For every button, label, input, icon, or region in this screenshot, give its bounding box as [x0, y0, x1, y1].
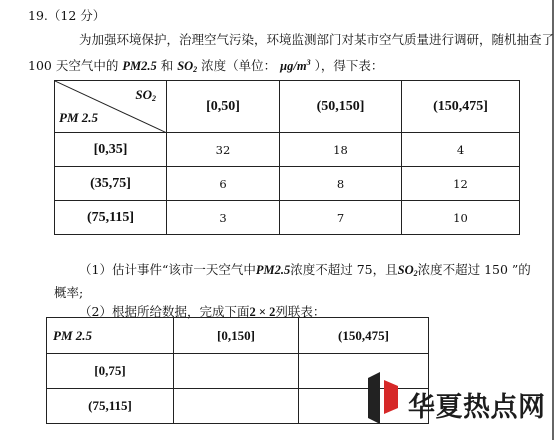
table-cell: 10	[402, 201, 520, 235]
table-corner-cell	[55, 81, 167, 133]
row-header: [0,75]	[47, 354, 174, 389]
table-cell: 3	[167, 201, 280, 235]
column-header: (50,150]	[280, 81, 402, 133]
column-header: [0,150]	[174, 318, 299, 354]
so2-term: $SO_2$	[177, 59, 198, 74]
row-header: (75,115]	[47, 389, 174, 424]
part2-pre: （2）根据所给数据，完成下面	[79, 304, 250, 319]
corner-pm25-label: PM 2.5	[59, 110, 98, 125]
table-cell: 18	[280, 133, 402, 167]
empty-cell[interactable]	[299, 354, 429, 389]
data-table	[54, 80, 520, 235]
intro-line-2	[28, 56, 383, 74]
row-header: (75,115]	[55, 201, 167, 235]
part1-pm25: PM2.5	[255, 263, 291, 277]
part2-post: 列联表：	[275, 304, 326, 319]
table-cell: 12	[402, 167, 520, 201]
site-logo-icon	[366, 372, 400, 424]
column-header: (150,475]	[402, 81, 520, 133]
table-row	[55, 201, 520, 235]
part1-mid: 浓度不超过 75，且	[290, 262, 398, 277]
intro-line-1: 为加强环境保护，治理空气污染，环境监测部门对某市空气质量进行调研，随机抽查了	[79, 32, 554, 47]
intro-line-2-pre: 100 天空气中的	[28, 58, 119, 73]
part1-pre: （1）估计事件“该市一天空气中	[79, 262, 256, 277]
and-word: 和	[160, 58, 174, 73]
part1-line-1	[79, 260, 531, 278]
empty-cell[interactable]	[174, 389, 299, 424]
pm25-term: PM2.5	[122, 59, 157, 73]
row-header: (35,75]	[55, 167, 167, 201]
table-cell: 7	[280, 201, 402, 235]
watermark-text: 华夏热点网	[408, 392, 546, 423]
part1-post: 浓度不超过 150 ”的	[417, 262, 531, 277]
table-cell: 4	[402, 133, 520, 167]
corner-so2-label: $SO_2$	[135, 87, 156, 103]
unit-label: $\mu g/m^3$	[280, 58, 311, 73]
intro-line-2-post: ），得下表：	[314, 58, 384, 73]
table-cell: 6	[167, 167, 280, 201]
table-cell: 8	[280, 167, 402, 201]
table-cell: 32	[167, 133, 280, 167]
empty-cell[interactable]	[174, 354, 299, 389]
column-header: (150,475]	[299, 318, 429, 354]
table2-corner-cell: PM 2.5	[47, 318, 174, 354]
part2-size: 2 × 2	[249, 305, 276, 319]
column-header: [0,50]	[167, 81, 280, 133]
question-number: 19.（12 分）	[28, 8, 106, 23]
part1-line-2: 概率;	[54, 285, 84, 300]
table-row	[55, 167, 520, 201]
row-header: [0,35]	[55, 133, 167, 167]
table-row	[55, 133, 520, 167]
concentration-text: 浓度（单位：	[201, 58, 277, 73]
part1-so2: $SO_2$	[397, 263, 418, 278]
